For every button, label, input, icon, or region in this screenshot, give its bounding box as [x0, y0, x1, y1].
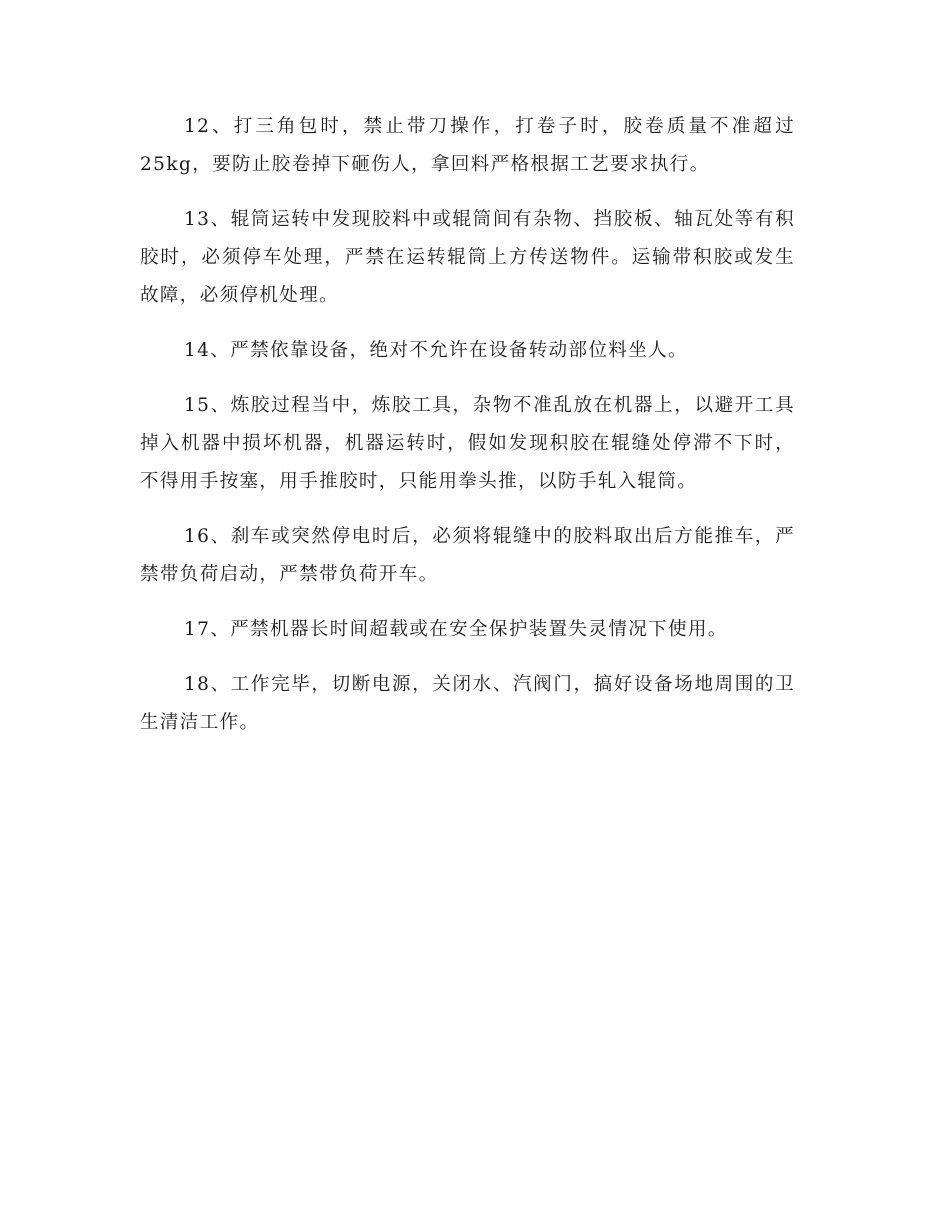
paragraph-12: 12、打三角包时，禁止带刀操作，打卷子时，胶卷质量不准超过25kg，要防止胶卷掉下砸伤人，拿回料严格根据工艺要求执行。: [140, 116, 795, 175]
paragraph-16: 16、刹车或突然停电时后，必须将辊缝中的胶料取出后方能推车，严禁带负荷启动，严禁带负荷开车。: [140, 526, 795, 585]
document-body: [140, 108, 795, 759]
paragraph-17: 17、严禁机器长时间超载或在安全保护装置失灵情况下使用。: [184, 619, 728, 640]
paragraph-13: 13、辊筒运转中发现胶料中或辊筒间有杂物、挡胶板、轴瓦处等有积胶时，必须停车处理，严禁在运转辊筒上方传送物件。运输带积胶或发生故障，必须停机处理。: [140, 209, 795, 306]
paragraph-18: 18、工作完毕，切断电源，关闭水、汽阀门，搞好设备场地周围的卫生清洁工作。: [140, 674, 795, 733]
paragraph-15: 15、炼胶过程当中，炼胶工具，杂物不准乱放在机器上，以避开工具掉入机器中损坏机器，机器运转时，假如发现积胶在辊缝处停滞不下时，不得用手按塞，用手推胶时，只能用拳头推，以防手轧入辊筒。: [140, 395, 795, 492]
paragraph-14: 14、严禁依靠设备，绝对不允许在设备转动部位料坐人。: [184, 340, 688, 361]
